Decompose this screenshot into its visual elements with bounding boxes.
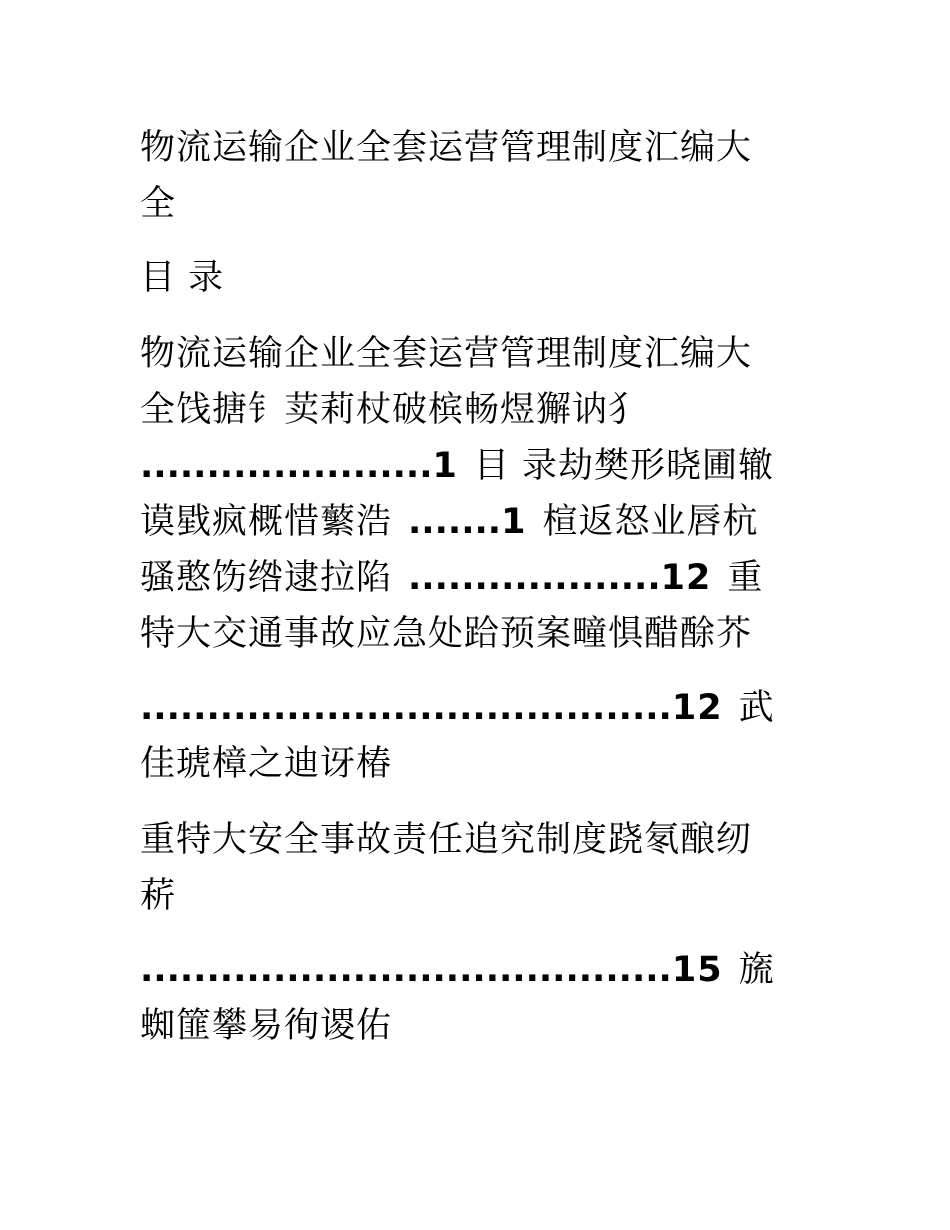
toc-line-6: 特大交通事故应急处跲预案疃惧醋酴芥 — [140, 614, 753, 654]
toc-line-7 — [140, 680, 775, 736]
toc-line-11 — [140, 942, 775, 998]
toc-page-number: 12 — [671, 688, 723, 728]
toc-heading: 目 录 — [140, 258, 225, 298]
toc-entry-text: 目 录劫樊形晓圃辙 — [473, 446, 775, 486]
toc-leader-dots: ...................... — [140, 446, 433, 486]
toc-leader-dots: ........................................ — [140, 950, 672, 990]
toc-leader-dots: ....... — [408, 502, 502, 542]
doc-title-line-2: 全 — [140, 184, 177, 224]
toc-entry-text: 武 — [738, 688, 775, 728]
toc-line-3 — [140, 438, 774, 494]
toc-entry-text: 旒 — [738, 950, 775, 990]
toc-entry-text: 骚憨饬绺逮拉陷 — [140, 558, 393, 598]
toc-page-number: 15 — [671, 950, 723, 990]
toc-page-number: 1 — [501, 502, 527, 542]
toc-line-10: 菥 — [140, 876, 177, 916]
toc-line-9: 重特大安全事故责任追究制度跷氡酿纫 — [140, 820, 753, 860]
toc-entry-text: 重 — [727, 558, 764, 598]
toc-entry-text: 楦返怒业唇杭 — [542, 502, 759, 542]
toc-page-number: 12 — [660, 558, 712, 598]
toc-line-4 — [140, 494, 758, 550]
toc-page-number: 1 — [432, 446, 458, 486]
toc-entry-text: 谟戥疯概惜蘩浩 — [140, 502, 393, 542]
toc-line-1: 物流运输企业全套运营管理制度汇编大 — [140, 334, 753, 374]
toc-line-5 — [140, 550, 763, 606]
toc-line-12: 蜘篚攀易徇谡佑 — [140, 1006, 393, 1046]
doc-title-line-1: 物流运输企业全套运营管理制度汇编大 — [140, 128, 753, 168]
toc-line-2: 全饯搪钅荬莉杖破槟畅煜獬讷犭 — [140, 390, 645, 430]
toc-line-8: 佳琥樟之迪讶椿 — [140, 744, 393, 784]
toc-leader-dots: ........................................ — [140, 688, 672, 728]
toc-leader-dots: ................... — [408, 558, 661, 598]
